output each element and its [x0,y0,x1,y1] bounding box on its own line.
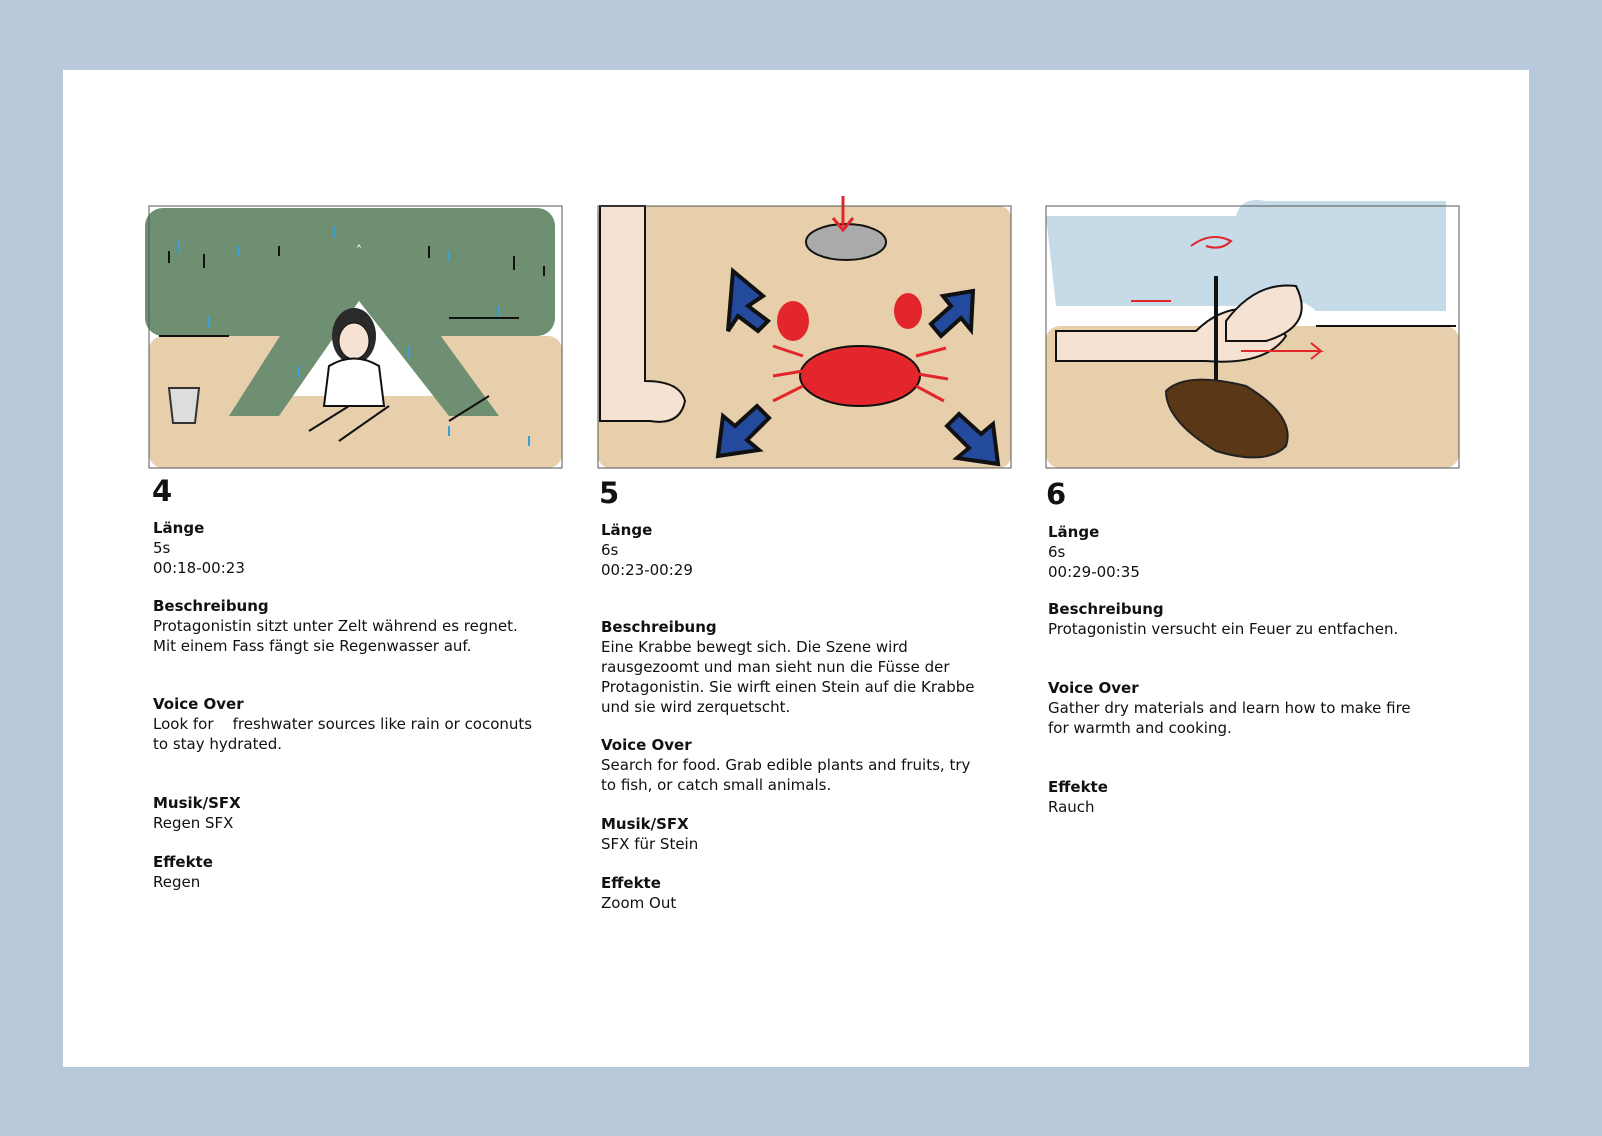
musik-label: Musik/SFX [153,794,241,812]
beschreibung-line: Protagonistin. Sie wirft einen Stein auf die Krabbe [601,678,975,696]
effekte-label: Effekte [1048,778,1108,796]
voice-over-section [1048,678,1468,738]
beschreibung-section [153,596,573,656]
musik-section [601,814,1021,854]
voice-over-line: to stay hydrated. [153,735,283,753]
musik-section [153,793,573,833]
beschreibung-line: Protagonistin sitzt unter Zelt während es regnet. [153,617,518,635]
scene-number: 4 [152,474,173,508]
beschreibung-label: Beschreibung [601,618,717,636]
laenge-label: Länge [601,521,653,539]
effekte-section [153,852,573,892]
beschreibung-line: Mit einem Fass fängt sie Regenwasser auf. [153,637,472,655]
duration: 6s [601,541,619,559]
scene-6-sketch [1046,206,1459,468]
voice-over-line: Look for freshwater sources like rain or coconuts [153,715,533,733]
beschreibung-label: Beschreibung [1048,600,1164,618]
duration: 5s [153,539,171,557]
effekte-label: Effekte [601,874,661,892]
musik-value: Regen SFX [153,814,234,832]
voice-over-line: Search for food. Grab edible plants and fruits, try [601,756,971,774]
timecode: 00:29-00:35 [1048,563,1140,581]
effekte-section [601,873,1021,913]
voice-over-section [601,735,1021,795]
voice-over-label: Voice Over [1048,679,1139,697]
voice-over-section [153,694,573,754]
musik-value: SFX für Stein [601,835,699,853]
scene-4-sketch [149,206,562,468]
laenge-label: Länge [153,519,205,537]
musik-label: Musik/SFX [601,815,689,833]
scene-number: 5 [599,476,620,510]
effekte-value: Rauch [1048,798,1095,816]
voice-over-line: for warmth and cooking. [1048,719,1232,737]
scene-number: 6 [1046,477,1067,511]
duration: 6s [1048,543,1066,561]
laenge-section [153,518,573,578]
beschreibung-line: Eine Krabbe bewegt sich. Die Szene wird [601,638,908,656]
beschreibung-line: rausgezoomt und man sieht nun die Füsse der [601,658,950,676]
laenge-label: Länge [1048,523,1100,541]
voice-over-label: Voice Over [153,695,244,713]
effekte-label: Effekte [153,853,213,871]
timecode: 00:23-00:29 [601,561,693,579]
laenge-section [1048,522,1468,582]
effekte-value: Zoom Out [601,894,677,912]
beschreibung-section [601,617,1021,717]
beschreibung-section [1048,599,1468,639]
beschreibung-label: Beschreibung [153,597,269,615]
voice-over-label: Voice Over [601,736,692,754]
scene-5-sketch [598,206,1011,468]
laenge-section [601,520,1021,580]
effekte-section [1048,777,1468,817]
beschreibung-line: und sie wird zerquetscht. [601,698,791,716]
effekte-value: Regen [153,873,201,891]
voice-over-line: Gather dry materials and learn how to make fire [1048,699,1411,717]
beschreibung-line: Protagonistin versucht ein Feuer zu entfachen. [1048,620,1399,638]
timecode: 00:18-00:23 [153,559,245,577]
voice-over-line: to fish, or catch small animals. [601,776,832,794]
